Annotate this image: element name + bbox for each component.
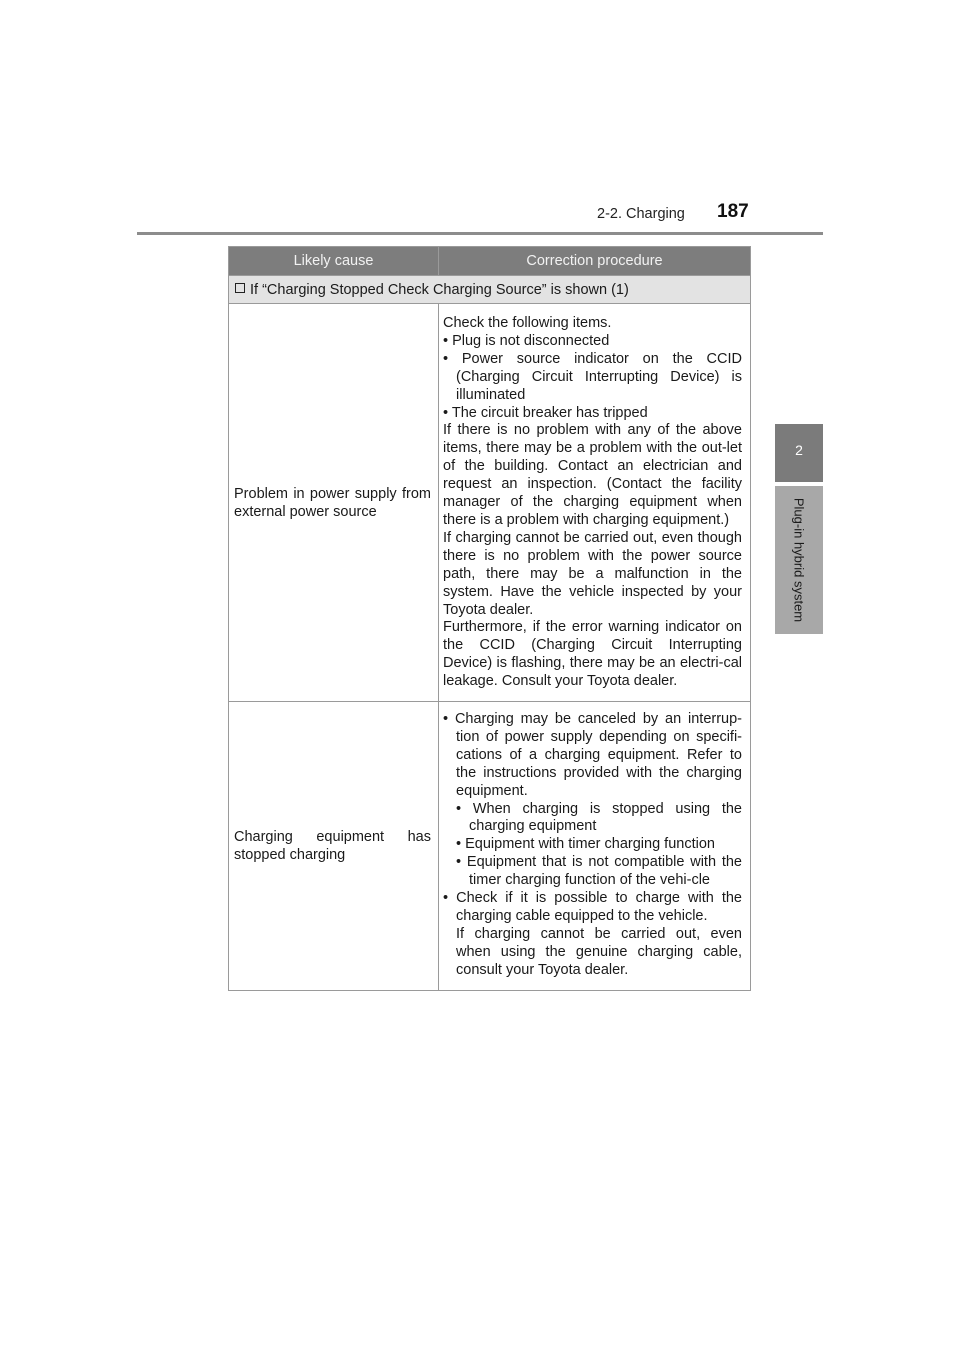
procedure-text: If charging cannot be carried out, even when using the genuine charging cable, consult your Toyota dealer. xyxy=(456,925,742,978)
chapter-number: 2 xyxy=(795,442,803,458)
troubleshooting-table xyxy=(228,246,751,991)
page-number: 187 xyxy=(717,201,749,222)
section-title: 2-2. Charging xyxy=(597,206,685,222)
procedure-bullet: • Plug is not disconnected xyxy=(443,332,610,349)
table-row xyxy=(229,304,751,702)
procedure-bullet: • Charging may be canceled by an interrup-tion of power supply depending on specifi-cations of a charging equipment. Refer to the instructions provided with the charging equipment. xyxy=(443,711,742,799)
table-subheading-row xyxy=(229,276,751,304)
correction-procedure-cell xyxy=(439,702,751,991)
likely-cause-cell: Problem in power supply from external power source xyxy=(229,304,439,702)
procedure-sub-bullet: • When charging is stopped using the charging equipment xyxy=(456,800,742,835)
subheading-cell xyxy=(229,276,751,304)
procedure-text: Check the following items. xyxy=(443,315,612,331)
column-header-correction-procedure: Correction procedure xyxy=(439,247,751,276)
table-row xyxy=(229,702,751,991)
likely-cause-cell: Charging equipment has stopped charging xyxy=(229,702,439,991)
procedure-text: If there is no problem with any of the above items, there may be a problem with the out-let of the building. Contact an electrician and request an inspection. (Contact the facility manager of the charging equipment when there is a problem with charging equipment.) xyxy=(443,422,742,528)
procedure-text: Furthermore, if the error warning indicator on the CCID (Charging Circuit Interrupting Device) is flashing, there may be an electri-cal leakage. Consult your Toyota dealer. xyxy=(443,619,742,690)
column-header-likely-cause: Likely cause xyxy=(229,247,439,276)
subheading-text: If “Charging Stopped Check Charging Source” is shown (1) xyxy=(250,281,629,298)
procedure-text: If charging cannot be carried out, even though there is no problem with the power source path, there may be a malfunction in the system. Have the vehicle inspected by your Toyota dealer. xyxy=(443,529,742,618)
procedure-bullet: • The circuit breaker has tripped xyxy=(443,404,648,421)
table-header-row xyxy=(229,247,751,276)
procedure-bullet: • Check if it is possible to charge with the charging cable equipped to the vehicle. xyxy=(443,890,742,924)
correction-procedure-cell xyxy=(439,304,751,702)
chapter-tab xyxy=(775,424,823,482)
procedure-sub-bullet: • Equipment with timer charging function xyxy=(456,836,715,853)
checkbox-icon xyxy=(235,283,245,293)
procedure-sub-bullet: • Equipment that is not compatible with the timer charging function of the vehi-cle xyxy=(456,854,742,889)
procedure-bullet: • Power source indicator on the CCID (Charging Circuit Interrupting Device) is illuminated xyxy=(443,350,742,403)
header-divider xyxy=(137,232,823,235)
chapter-label: Plug-in hybrid system xyxy=(791,497,807,623)
